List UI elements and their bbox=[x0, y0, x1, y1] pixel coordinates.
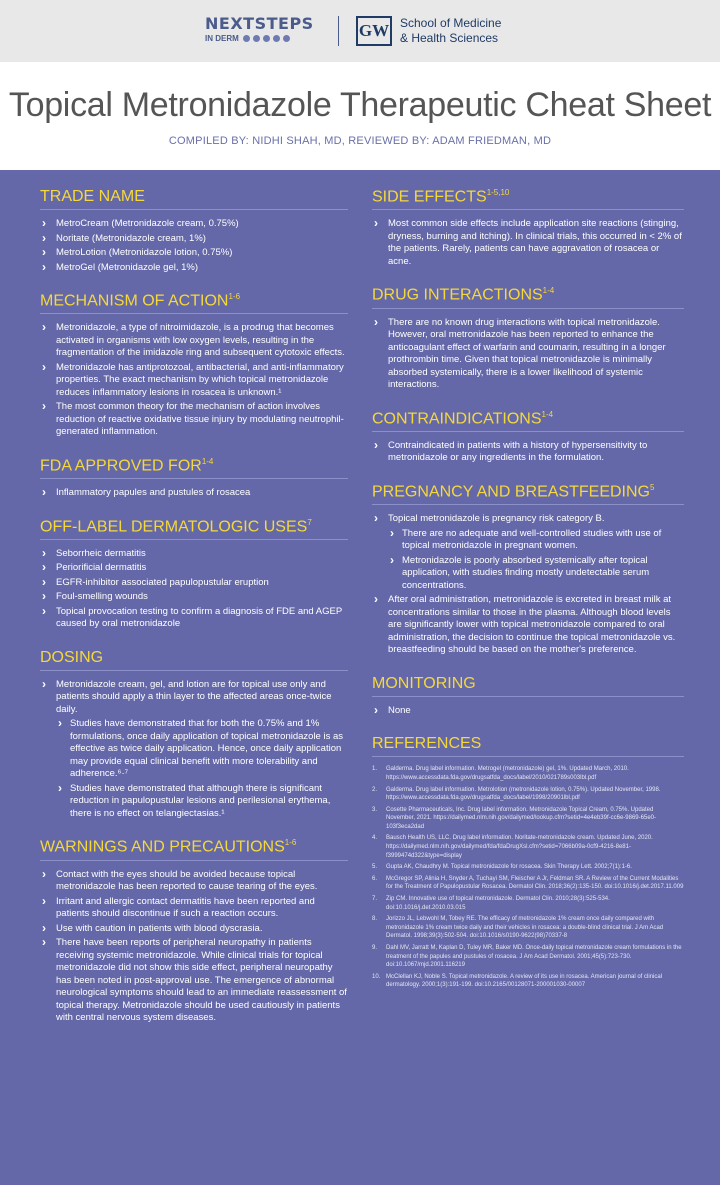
trade-name-section bbox=[40, 188, 348, 274]
list-item: › The most common theory for the mechanism of action involves reduction of reactive oxidative tissue injury by modulating neutrophil-generated inflammation. bbox=[40, 401, 348, 439]
right-column bbox=[372, 170, 684, 993]
sub-list-item: › Metronidazole is poorly absorbed systemically after topical application, with studies finding mostly undetectable serum concentrations. bbox=[388, 555, 684, 593]
section-heading: OFF-LABEL DERMATOLOGIC USES$^7$ bbox=[40, 518, 348, 540]
sub-list-item: › Studies have demonstrated that for both the 0.75% and 1% formulations, once daily application of topical metronidazole is as effective as twice daily application. Hence, once daily application may provide equal clinical benefit with more tolerability and adherence.⁶·⁷ bbox=[56, 718, 348, 781]
section-heading: MONITORING bbox=[372, 675, 684, 697]
list-item: › There have been reports of peripheral neuropathy in patients receiving systemic metronidazole. While clinical trials for topical metronidazole did not show this side effect, peripheral neuropathy has been noted in post-approval use. The emergence of abnormal neurological symptoms should lead to an immediate reassessment of topical therapy. Metronidazole should be used cautiously in patients with central nervous system diseases. bbox=[40, 937, 348, 1025]
section-heading: DRUG INTERACTIONS$^{1-4}$ bbox=[372, 286, 684, 308]
list-item: › After oral administration, metronidazole is excreted in breast milk at concentrations similar to those in the plasma. Although blood levels are significantly lower with topical metronidazole compared to oral administration, the decision to continue the topical metronidazole vs. breastfeeding should be based on the mother's preference. bbox=[372, 594, 684, 657]
logo-bar bbox=[0, 0, 720, 62]
reference-item: 8. Jorizzo JL, Lebwohl M, Tobey RE. The efficacy of metronidazole 1% cream once daily compared with metronidazole 1% cream twice daily and their vehicles in rosacea: a double-blind clinical trial. J Am Acad Dermatol. 1998;39(3):502-504. doi:10.1016/s0190-9622(98)70337-8 bbox=[372, 916, 664, 940]
reference-item: 1. Galderma. Drug label information. Metrogel (metronidazole) gel, 1%. Updated March, 2010. https://www.accessdata.fda.gov/drugsatfda_docs/label/2010/021789s003lbl.pdf bbox=[372, 766, 629, 781]
list-item: › MetroGel (Metronidazole gel, 1%) bbox=[40, 262, 348, 275]
list-item: › Contraindicated in patients with a history of hypersensitivity to metronidazole or any ingredients in the formulation. bbox=[372, 440, 684, 465]
list-item: › There are no known drug interactions with topical metronidazole. However, oral metronidazole has been reported to enhance the anticoagulant effect of warfarin and coumarin, resulting in a longer prothrombin time. Given that topical metronidazole is minimally absorbed systemically, there is a lower likelihood of systemic interactions. bbox=[372, 317, 684, 392]
mechanism-section bbox=[40, 292, 348, 439]
off-label-section bbox=[40, 518, 348, 631]
reference-item: 6. McGregor SP, Alinia H, Snyder A, Tuchayi SM, Fleischer A Jr, Feldman SR. A Review of the Current Modalities for the Treatment of Papulopustular Rosacea. Dermatol Clin. 2018;36(2):135-150. doi:10.1016/j.det.2017.11.009 bbox=[372, 875, 684, 891]
nextsteps-title: NEXTSTEPS bbox=[205, 14, 314, 33]
reference-item: 4. Bausch Health US, LLC. Drug label information. Noritate-metronidazole cream. Updated June, 2020. https://dailymed.nlm.nih.gov/dailymed/fda/fdaDrugXsl.cfm?setid=7066b09a-0cf9-4216-8e81-f3999474d322&type=display bbox=[372, 835, 653, 859]
school-name: School of Medicine & Health Sciences bbox=[400, 16, 502, 45]
list-item: › Contact with the eyes should be avoided because topical metronidazole has been reported to cause tearing of the eyes. bbox=[40, 869, 348, 894]
reference-item: 9. Dahl MV, Jarratt M, Kaplan D, Tuley MR, Baker MD. Once-daily topical metronidazole cream formulations in the treatment of the papules and pustules of rosacea. J Am Acad Dermatol. 2001;45(5):723-730. doi:10.1067/mjd.2001.116219 bbox=[372, 945, 682, 969]
list-item: › Most common side effects include application site reactions (stinging, dryness, burning and itching). In clinical trials, this occurred in < 2% of the patients. Rarely, patients can have aggravation of rosacea or acne. bbox=[372, 218, 684, 268]
list-item: › Use with caution in patients with blood dyscrasia. bbox=[40, 923, 348, 936]
fda-approved-section bbox=[40, 457, 348, 500]
side-effects-section bbox=[372, 188, 684, 268]
reference-item: 2. Galderma. Drug label information. Metrolotion (metronidazole lotion, 0.75%). Updated November, 1998. https://www.accessdata.fda.gov/drugsatfda_docs/label/1998/20901lbl.pdf bbox=[372, 786, 661, 802]
page-header bbox=[0, 62, 720, 170]
drug-interactions-section bbox=[372, 286, 684, 391]
list-item: › MetroLotion (Metronidazole lotion, 0.75%) bbox=[40, 247, 348, 260]
reference-item: 10. McClellan KJ, Noble S. Topical metronidazole. A review of its use in rosacea. American journal of clinical dermatology. 2000;1(3):191-199. doi:10.2165/00128071-200001030-00007 bbox=[372, 973, 663, 989]
section-heading: MECHANISM OF ACTION$^{1-6}$ bbox=[40, 292, 348, 314]
warnings-section bbox=[40, 838, 348, 1024]
reference-item: 3. Cosette Pharmaceuticals, Inc. Drug label information. Metronidazole Topical Cream, 0.75%. Updated November, 2021. https://dailymed.nlm.nih.gov/dailymed/lookup.cfm?setid=4e4eb39f-cc6e-9869-65e0-103f3eca2dad bbox=[372, 806, 656, 830]
page-title: Topical Metronidazole Therapeutic Cheat Sheet bbox=[8, 86, 712, 124]
list-item: › Topical provocation testing to confirm a diagnosis of FDE and AGEP caused by oral metronidazole bbox=[40, 606, 348, 631]
list-item: › Inflammatory papules and pustules of rosacea bbox=[40, 487, 348, 500]
dots-icon bbox=[243, 35, 290, 42]
list-item: › Seborrheic dermatitis bbox=[40, 548, 348, 561]
list-item: › Foul-smelling wounds bbox=[40, 591, 348, 604]
left-column bbox=[40, 170, 348, 1027]
section-heading: CONTRAINDICATIONS$^{1-4}$ bbox=[372, 410, 684, 432]
list-item: › Irritant and allergic contact dermatitis have been reported and patients should discontinue if such a reaction occurs. bbox=[40, 896, 348, 921]
sub-list-item: › Studies have demonstrated that although there is significant reduction in papulopustular lesions and perilesional erythema, there is no effect on telangiectasias.¹ bbox=[56, 783, 348, 821]
sub-list-item: › There are no adequate and well-controlled studies with use of topical metronidazole in pregnant women. bbox=[388, 528, 684, 553]
section-heading: WARNINGS AND PRECAUTIONS$^{1-6}$ bbox=[40, 838, 348, 860]
monitoring-section bbox=[372, 675, 684, 718]
nextsteps-subtitle: IN DERM bbox=[205, 34, 239, 43]
list-item: › EGFR-inhibitor associated papulopustular eruption bbox=[40, 577, 348, 590]
pregnancy-section bbox=[372, 483, 684, 657]
section-heading: DOSING bbox=[40, 649, 348, 671]
section-heading: TRADE NAME bbox=[40, 188, 348, 210]
logo-divider bbox=[338, 16, 339, 46]
references-section bbox=[372, 735, 684, 990]
list-item: › MetroCream (Metronidazole cream, 0.75%) bbox=[40, 218, 348, 231]
list-item: › Periorificial dermatitis bbox=[40, 562, 348, 575]
section-heading: PREGNANCY AND BREASTFEEDING$^5$ bbox=[372, 483, 684, 505]
nextsteps-logo bbox=[205, 14, 314, 43]
gw-logo: GW bbox=[356, 16, 392, 46]
reference-item: 7. Zip CM. Innovative use of topical metronidazole. Dermatol Clin. 2010;28(3):525-534. doi:10.1016/j.det.2010.03.015 bbox=[372, 896, 610, 911]
section-heading: SIDE EFFECTS$^{1-5,10}$ bbox=[372, 188, 684, 210]
contraindications-section bbox=[372, 410, 684, 465]
list-item: › Metronidazole, a type of nitroimidazole, is a prodrug that becomes activated in organisms with low oxygen levels, resulting in the fragmentation of the imidazole ring and subsequent cytotoxic effects. bbox=[40, 322, 348, 360]
list-item: › Topical metronidazole is pregnancy risk category B. › There are no adequate and well-controlled studies with use of topical metronidazole in pregnant women. › Metronidazole is poorly absorbed systemically after topical application, with studies finding mostly undetectable serum concentrations. bbox=[372, 513, 684, 592]
page-subtitle: COMPILED BY: NIDHI SHAH, MD, REVIEWED BY: ADAM FRIEDMAN, MD bbox=[168, 135, 552, 147]
dosing-section bbox=[40, 649, 348, 821]
list-item: › Noritate (Metronidazole cream, 1%) bbox=[40, 233, 348, 246]
list-item: › Metronidazole has antiprotozoal, antibacterial, and anti-inflammatory properties. The exact mechanism by which topical metronidazole reduces inflammatory lesions in rosacea is unknown.¹ bbox=[40, 362, 348, 400]
list-item: › None bbox=[372, 705, 684, 718]
section-heading: REFERENCES bbox=[372, 735, 684, 757]
reference-list bbox=[372, 765, 684, 990]
reference-item: 5. Gupta AK, Chaudhry M. Topical metronidazole for rosacea. Skin Therapy Lett. 2002;7(1):1-6. bbox=[372, 864, 632, 871]
list-item: › Metronidazole cream, gel, and lotion are for topical use only and patients should apply a thin layer to the affected areas once-twice daily. › Studies have demonstrated that for both the 0.75% and 1% formulations, once daily application of topical metronidazole is as effective as twice daily application. Hence, once daily application may provide equal clinical benefit with more tolerability and adherence.⁶·⁷ › Studies have demonstrated that although there is significant reduction in papulopustular lesions and perilesional erythema, there is no effect on telangiectasias.¹ bbox=[40, 679, 348, 821]
section-heading: FDA APPROVED FOR$^{1-4}$ bbox=[40, 457, 348, 479]
